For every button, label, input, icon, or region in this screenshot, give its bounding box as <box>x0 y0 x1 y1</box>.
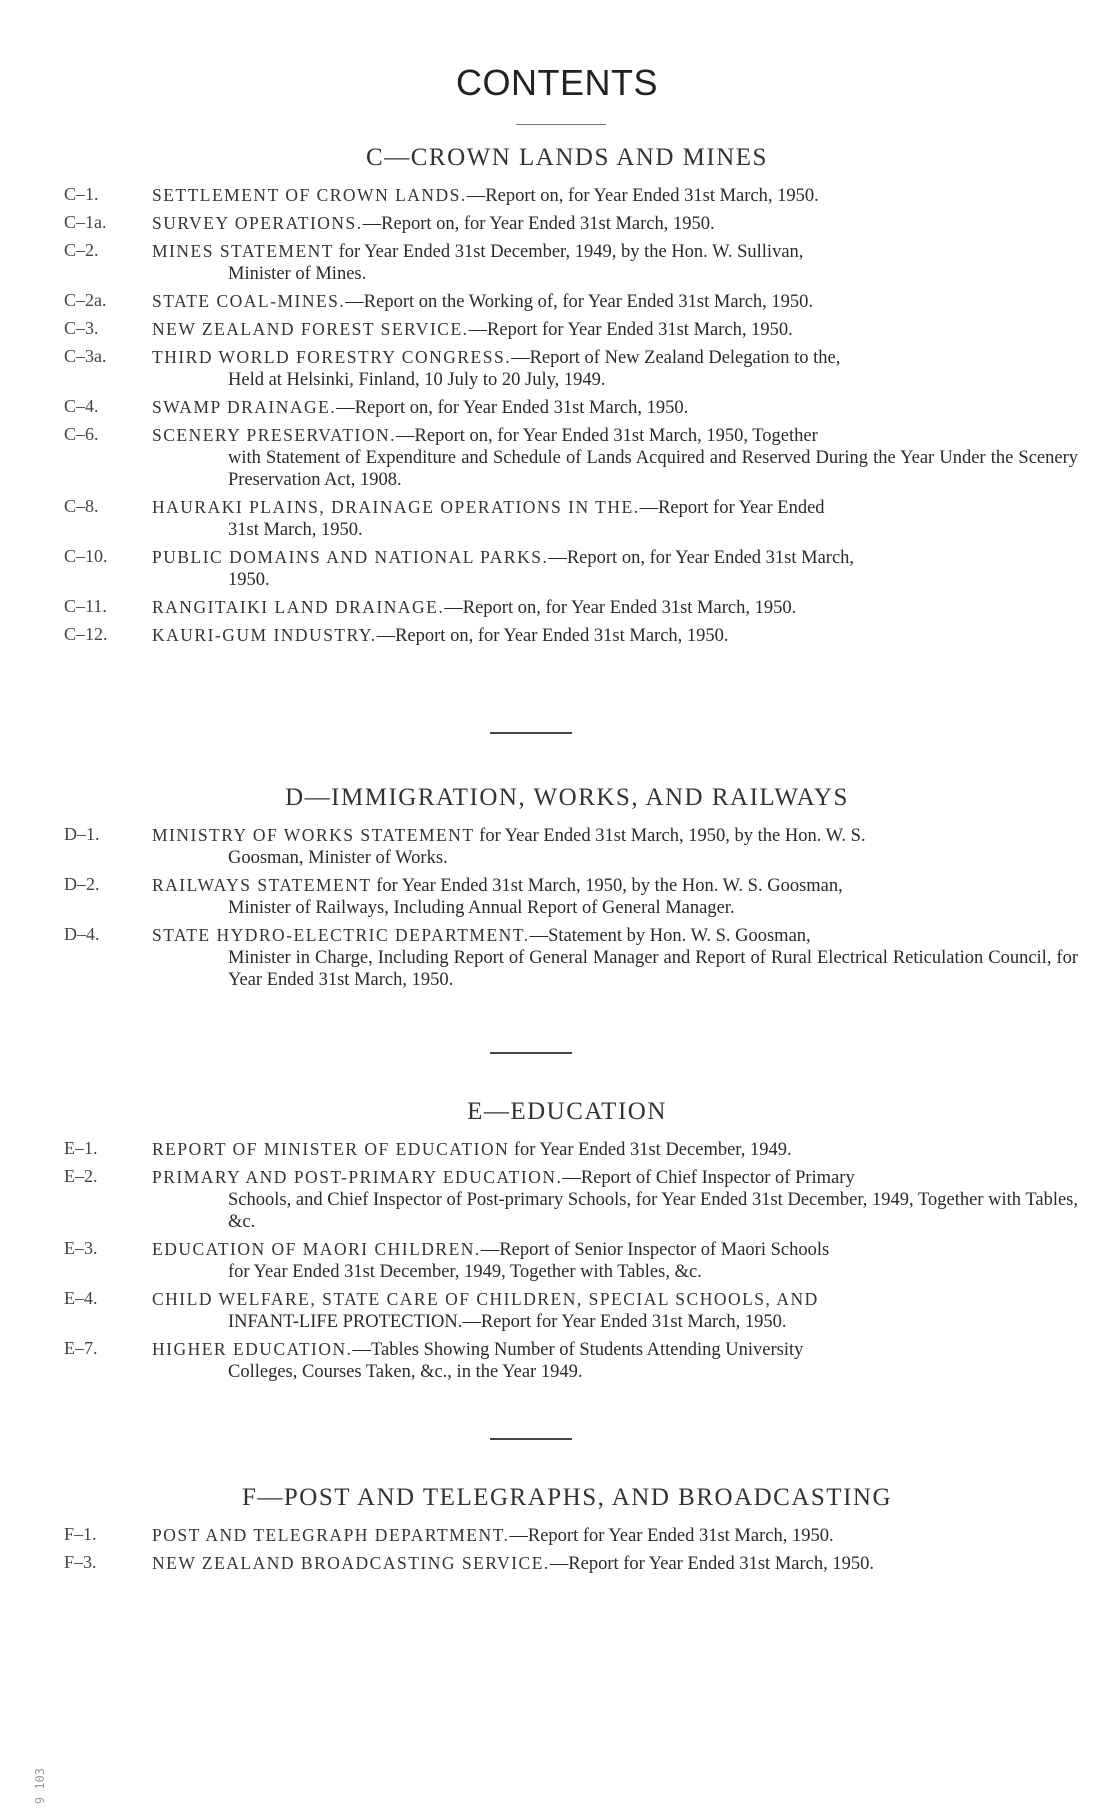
entry-code: C–8. <box>64 496 99 516</box>
section-heading: D—IMMIGRATION, WORKS, AND RAILWAYS <box>285 784 849 811</box>
entry-code: C–11. <box>64 596 107 616</box>
entry-title: MINISTRY OF WORKS STATEMENT <box>152 825 475 845</box>
toc-entry <box>0 1288 1114 1333</box>
entry-title: REPORT OF MINISTER OF EDUCATION <box>152 1139 510 1159</box>
entry-continuation: Schools, and Chief Inspector of Post-primary Schools, for Year Ended 31st December, 1949, Together with Tables, &c. <box>228 1190 1078 1232</box>
entry-code: E–1. <box>64 1138 98 1158</box>
toc-entry <box>0 318 1114 341</box>
section-c <box>0 144 1114 652</box>
toc-entry <box>0 1238 1114 1283</box>
entry-continuation: for Year Ended 31st December, 1949, Together with Tables, &c. <box>228 1262 702 1282</box>
entry-code: D–4. <box>64 924 100 944</box>
entry-continuation: INFANT-LIFE PROTECTION.—Report for Year Ended 31st March, 1950. <box>228 1312 787 1332</box>
entry-continuation: Minister of Mines. <box>228 264 367 284</box>
entry-title: CHILD WELFARE, STATE CARE OF CHILDREN, SPECIAL SCHOOLS, AND <box>152 1289 819 1309</box>
section-f <box>0 1484 1114 1580</box>
entry-continuation: Goosman, Minister of Works. <box>228 848 448 868</box>
toc-entry <box>0 824 1114 869</box>
entry-text: for Year Ended 31st December, 1949, by the Hon. W. Sullivan, <box>334 242 804 262</box>
entry-code: C–2. <box>64 240 99 260</box>
entry-text: for Year Ended 31st March, 1950, by the Hon. W. S. Goosman, <box>371 876 843 896</box>
entry-text: —Report on, for Year Ended 31st March, 1950, Together <box>396 426 818 446</box>
toc-entry <box>0 924 1114 991</box>
entry-text: —Report on, for Year Ended 31st March, 1950. <box>466 186 819 206</box>
entry-title: SETTLEMENT OF CROWN LANDS. <box>152 185 467 205</box>
entry-text: —Report of Senior Inspector of Maori Schools <box>480 1240 830 1260</box>
entry-code: C–4. <box>64 396 99 416</box>
entry-text: —Report of New Zealand Delegation to the, <box>511 348 841 368</box>
entry-continuation: 1950. <box>228 570 270 590</box>
entry-code: E–3. <box>64 1238 98 1258</box>
toc-entry <box>0 624 1114 647</box>
entry-continuation: with Statement of Expenditure and Schedule of Lands Acquired and Reserved During the Year Under the Scenery Preservation Act, 1908. <box>228 448 1078 490</box>
entry-title: SWAMP DRAINAGE. <box>152 397 337 417</box>
entry-code: C–1a. <box>64 212 107 232</box>
entry-text: —Report on, for Year Ended 31st March, 1950. <box>444 598 797 618</box>
entry-code: E–4. <box>64 1288 98 1308</box>
entry-text: —Report for Year Ended 31st March, 1950. <box>509 1526 834 1546</box>
toc-entry <box>0 346 1114 391</box>
toc-entry <box>0 290 1114 313</box>
toc-entry <box>0 596 1114 619</box>
entry-code: D–1. <box>64 824 100 844</box>
entry-title: NEW ZEALAND BROADCASTING SERVICE. <box>152 1553 550 1573</box>
entry-code: C–12. <box>64 624 108 644</box>
entry-continuation: Minister of Railways, Including Annual Report of General Manager. <box>228 898 735 918</box>
entry-text: —Report for Year Ended <box>639 498 825 518</box>
entry-title: SCENERY PRESERVATION. <box>152 425 397 445</box>
title-rule <box>516 124 606 125</box>
toc-entry <box>0 1138 1114 1161</box>
toc-entry <box>0 1552 1114 1575</box>
entry-text: —Report for Year Ended 31st March, 1950. <box>468 320 793 340</box>
entry-code: C–10. <box>64 546 108 566</box>
section-d <box>0 784 1114 996</box>
entry-text: for Year Ended 31st March, 1950, by the Hon. W. S. <box>474 826 866 846</box>
section-divider <box>490 1438 572 1440</box>
entry-continuation: 31st March, 1950. <box>228 520 363 540</box>
entry-code: C–6. <box>64 424 99 444</box>
entry-title: PUBLIC DOMAINS AND NATIONAL PARKS. <box>152 547 549 567</box>
entry-title: MINES STATEMENT <box>152 241 334 261</box>
entry-title: POST AND TELEGRAPH DEPARTMENT. <box>152 1525 510 1545</box>
toc-entry <box>0 874 1114 919</box>
entry-continuation: Minister in Charge, Including Report of General Manager and Report of Rural Electrical Reticulation Council, for Year Ended 31st March, 1950. <box>228 948 1078 990</box>
toc-entry <box>0 546 1114 591</box>
entry-text: —Tables Showing Number of Students Attending University <box>352 1340 804 1360</box>
page-title: CONTENTS <box>456 62 658 103</box>
entry-code: C–2a. <box>64 290 107 310</box>
entry-title: NEW ZEALAND FOREST SERVICE. <box>152 319 469 339</box>
toc-entry <box>0 424 1114 491</box>
entry-title: HIGHER EDUCATION. <box>152 1339 353 1359</box>
entry-text: for Year Ended 31st December, 1949. <box>509 1140 792 1160</box>
entry-code: C–3a. <box>64 346 107 366</box>
entry-title: RAILWAYS STATEMENT <box>152 875 372 895</box>
entry-title: THIRD WORLD FORESTRY CONGRESS. <box>152 347 512 367</box>
toc-entry <box>0 396 1114 419</box>
section-heading: F—POST AND TELEGRAPHS, AND BROADCASTING <box>241 1484 893 1511</box>
entry-text: —Report on, for Year Ended 31st March, 1950. <box>376 626 729 646</box>
entry-title: PRIMARY AND POST-PRIMARY EDUCATION. <box>152 1167 563 1187</box>
entry-code: E–7. <box>64 1338 98 1358</box>
toc-entry <box>0 1338 1114 1383</box>
entry-text: —Report on, for Year Ended 31st March, <box>548 548 855 568</box>
entry-title: STATE HYDRO-ELECTRIC DEPARTMENT. <box>152 925 530 945</box>
entry-code: F–1. <box>64 1524 97 1544</box>
entry-continuation: Colleges, Courses Taken, &c., in the Year 1949. <box>228 1362 583 1382</box>
entry-text: —Statement by Hon. W. S. Goosman, <box>529 926 811 946</box>
section-divider <box>490 1052 572 1054</box>
entry-text: —Report of Chief Inspector of Primary <box>562 1168 855 1188</box>
entry-title: KAURI-GUM INDUSTRY. <box>152 625 377 645</box>
toc-entry <box>0 212 1114 235</box>
toc-entry <box>0 1524 1114 1547</box>
entry-code: C–3. <box>64 318 99 338</box>
entry-text: —Report on, for Year Ended 31st March, 1950. <box>336 398 689 418</box>
section-divider <box>490 732 572 734</box>
library-stamp: 9 103 <box>33 1768 47 1805</box>
entry-title: RANGITAIKI LAND DRAINAGE. <box>152 597 445 617</box>
entry-text: —Report for Year Ended 31st March, 1950. <box>549 1554 874 1574</box>
entry-title: STATE COAL-MINES. <box>152 291 346 311</box>
entry-title: SURVEY OPERATIONS. <box>152 213 363 233</box>
entry-title: HAURAKI PLAINS, DRAINAGE OPERATIONS IN THE. <box>152 497 640 517</box>
entry-title: EDUCATION OF MAORI CHILDREN. <box>152 1239 481 1259</box>
entry-text: —Report on, for Year Ended 31st March, 1950. <box>362 214 715 234</box>
toc-entry <box>0 240 1114 285</box>
toc-entry <box>0 496 1114 541</box>
entry-code: D–2. <box>64 874 100 894</box>
entry-code: E–2. <box>64 1166 98 1186</box>
entry-code: F–3. <box>64 1552 97 1572</box>
toc-entry <box>0 184 1114 207</box>
section-heading: E—EDUCATION <box>467 1098 667 1125</box>
entry-text: —Report on the Working of, for Year Ended 31st March, 1950. <box>345 292 814 312</box>
section-heading: C—CROWN LANDS AND MINES <box>366 144 768 171</box>
section-e <box>0 1098 1114 1388</box>
toc-entry <box>0 1166 1114 1233</box>
entry-code: C–1. <box>64 184 99 204</box>
entry-continuation: Held at Helsinki, Finland, 10 July to 20 July, 1949. <box>228 370 606 390</box>
